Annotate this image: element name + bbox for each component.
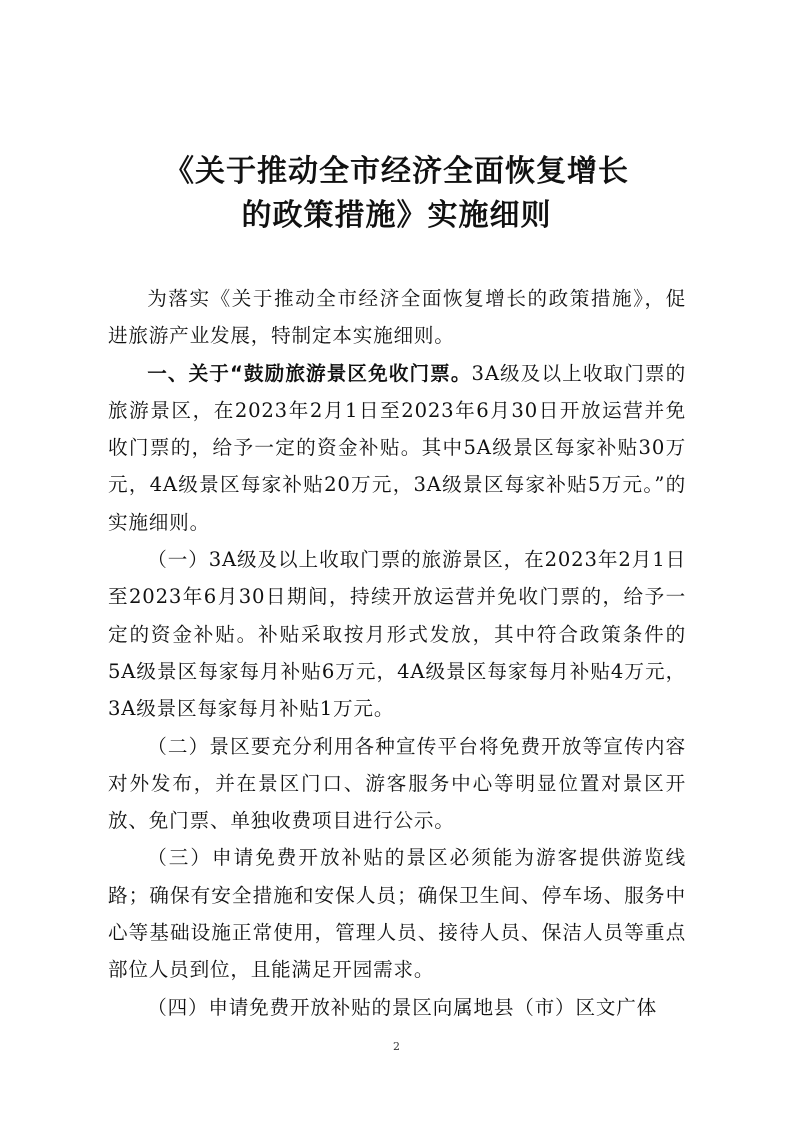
section-1-heading: 一、关于“鼓励旅游景区免收门票。 <box>147 361 472 385</box>
section-1-text: 3A级及以上收取门票的旅游景区，在2023年2月1日至2023年6月30日开放运营并免收门票的，给予一定的资金补贴。其中5A级景区每家补贴30万元，4A级景区每家补贴20万元，3A级景区每家补贴5万元。”的实施细则。 <box>108 361 686 534</box>
item-2-paragraph: （二）景区要充分利用各种宣传平台将免费开放等宣传内容对外发布，并在景区门口、游客服务中心等明显位置对景区开放、免门票、单独收费项目进行公示。 <box>108 734 686 833</box>
item-1-paragraph: （一）3A级及以上收取门票的旅游景区，在2023年2月1日至2023年6月30日期间，持续开放运营并免收门票的，给予一定的资金补贴。补贴采取按月形式发放，其中符合政策条件的5A级景区每家每月补贴6万元，4A级景区每家每月补贴4万元，3A级景区每家每月补贴1万元。 <box>108 548 686 721</box>
document-title-line-1: 《关于推动全市经济全面恢复增长 <box>164 154 629 189</box>
document-body <box>108 280 686 1026</box>
page-number: 2 <box>393 1040 400 1053</box>
item-4-paragraph: （四）申请免费开放补贴的景区向属地县（市）区文广体 <box>147 995 658 1019</box>
document-title-line-2: 的政策措施》实施细则 <box>241 198 552 233</box>
item-3-paragraph: （三）申请免费开放补贴的景区必须能为游客提供游览线路；确保有安全措施和安保人员；确保卫生间、停车场、服务中心等基础设施正常使用，管理人员、接待人员、保洁人员等重点部位人员到位，且能满足开园需求。 <box>108 846 686 982</box>
intro-paragraph: 为落实《关于推动全市经济全面恢复增长的政策措施》，促进旅游产业发展，特制定本实施细则。 <box>108 287 686 348</box>
section-1-paragraph <box>108 355 686 541</box>
